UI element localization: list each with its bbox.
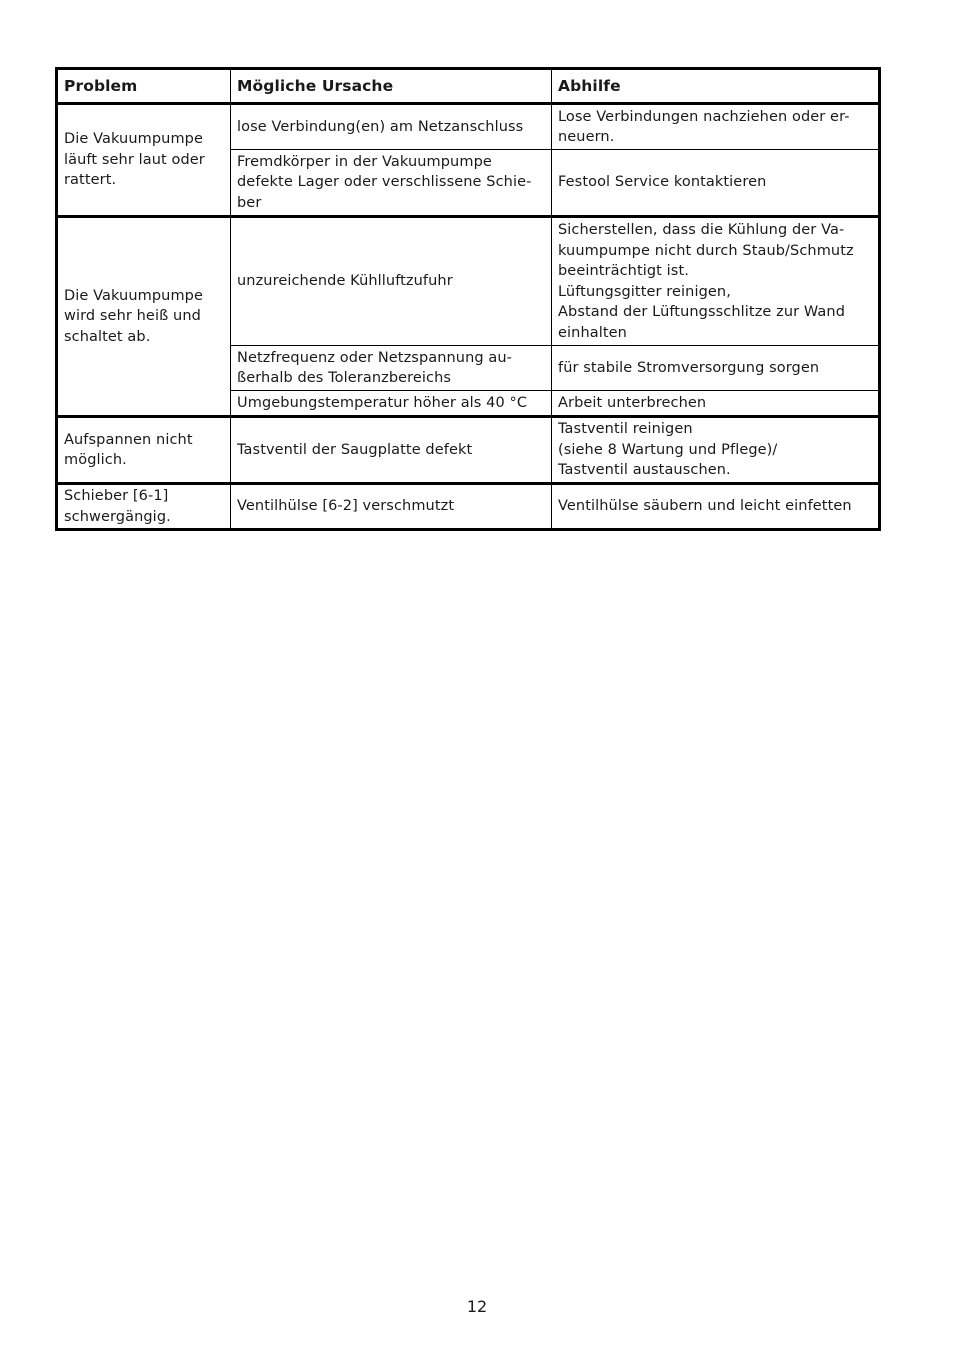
- remedy-cell: Tastventil reinigen (siehe 8 Wartung und Pflege)/ Tastventil austauschen.: [552, 417, 880, 484]
- cause-cell: Umgebungstemperatur höher als 40 °C: [231, 391, 552, 417]
- header-problem: Problem: [57, 69, 231, 104]
- problem-cell: Aufspannen nicht möglich.: [57, 417, 231, 484]
- problem-cell: Schieber [6-1] schwergängig.: [57, 484, 231, 530]
- cause-cell: Ventilhülse [6-2] verschmutzt: [231, 484, 552, 530]
- header-cause: Mögliche Ursache: [231, 69, 552, 104]
- remedy-cell: Festool Service kontaktieren: [552, 150, 880, 217]
- remedy-cell: Sicherstellen, dass die Kühlung der Va- kuumpumpe nicht durch Staub/Schmutz beeinträchtigt ist. Lüftungsgitter reinigen, Abstand der Lüftungsschlitze zur Wand einhalten: [552, 217, 880, 346]
- remedy-cell: Lose Verbindungen nachziehen oder er- neuern.: [552, 104, 880, 150]
- cause-cell: Fremdkörper in der Vakuumpumpe defekte Lager oder verschlissene Schie- ber: [231, 150, 552, 217]
- cause-cell: Tastventil der Saugplatte defekt: [231, 417, 552, 484]
- remedy-cell: Ventilhülse säubern und leicht einfetten: [552, 484, 880, 530]
- table-row: [57, 217, 880, 346]
- cause-cell: unzureichende Kühlluftzufuhr: [231, 217, 552, 346]
- table-header-row: [57, 69, 880, 104]
- problem-cell: Die Vakuumpumpe läuft sehr laut oder rattert.: [57, 104, 231, 217]
- cause-cell: lose Verbindung(en) am Netzanschluss: [231, 104, 552, 150]
- table-row: [57, 104, 880, 150]
- page-number: 12: [466, 1297, 488, 1316]
- header-remedy: Abhilfe: [552, 69, 880, 104]
- troubleshooting-table: [55, 67, 881, 531]
- remedy-cell: für stabile Stromversorgung sorgen: [552, 346, 880, 391]
- cause-cell: Netzfrequenz oder Netzspannung au- ßerhalb des Toleranzbereichs: [231, 346, 552, 391]
- problem-cell: Die Vakuumpumpe wird sehr heiß und schaltet ab.: [57, 217, 231, 417]
- table-row: [57, 417, 880, 484]
- remedy-cell: Arbeit unterbrechen: [552, 391, 880, 417]
- table-row: [57, 484, 880, 530]
